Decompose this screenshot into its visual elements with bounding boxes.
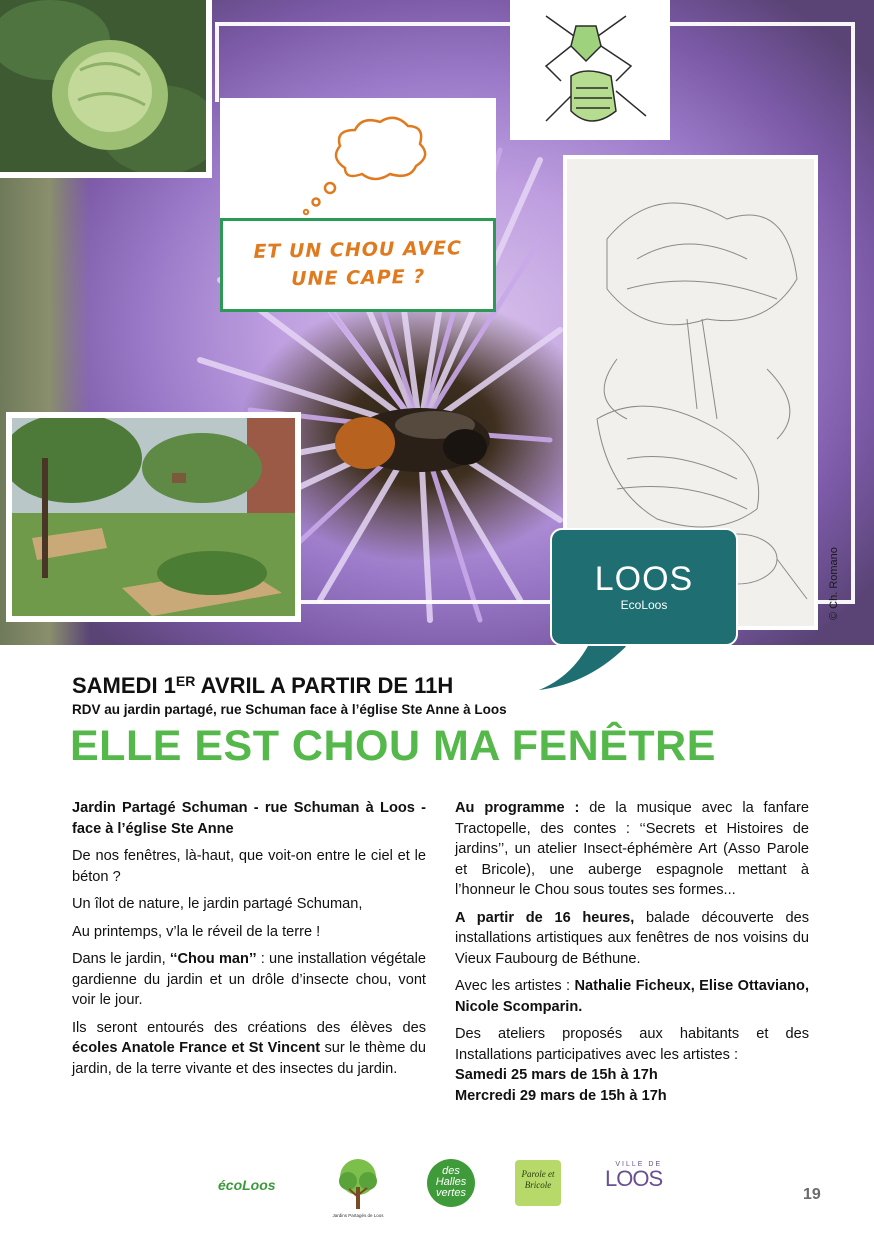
speech-bubble-tail — [530, 640, 640, 696]
loos-badge-subtitle: EcoLoos — [620, 598, 668, 612]
caption-box — [220, 218, 496, 312]
garden-address: Jardin Partagé Schuman - rue Schuman à Loos - face à l’église Ste Anne — [72, 800, 426, 837]
ville-de-loos-logo — [605, 1161, 662, 1190]
left-paragraph: De nos fenêtres, là-haut, que voit-on entre le ciel et le béton ? — [72, 848, 426, 885]
caption-text: ET UN CHOU AVEC UNE CAPE ? — [253, 237, 463, 291]
page-title: ELLE EST CHOU MA FENÊTRE — [70, 722, 716, 770]
left-paragraph: Au printemps, v’la le réveil de la terre ! — [72, 923, 321, 940]
right-paragraph — [455, 798, 809, 901]
artists-names: Nathalie Ficheux, Elise Ottaviano, Nicole Scomparin. — [455, 978, 809, 1015]
thought-cloud-box — [220, 98, 496, 220]
mantis-drawing — [510, 0, 670, 140]
partner-logos — [0, 1155, 874, 1225]
thought-cloud-icon — [220, 98, 496, 220]
text-span: balade découverte des installations artistiques aux fenêtres de nos voisins du Vieux Faubourg de Béthune. — [455, 909, 809, 967]
schools-name: écoles Anatole France et St Vincent — [72, 1040, 321, 1056]
event-location: RDV au jardin partagé, rue Schuman face à l’église Ste Anne à Loos — [72, 702, 507, 717]
tree-logo-icon — [335, 1157, 381, 1217]
tree-logo-caption: Jardins Partagés de Loos — [332, 1213, 384, 1218]
chou-man-name: ‘‘Chou man’’ — [169, 951, 257, 967]
left-column — [72, 798, 426, 1086]
cabbage-photo — [0, 0, 212, 178]
right-paragraph — [455, 976, 809, 1017]
right-paragraph — [455, 908, 809, 970]
time-label: A partir de 16 heures, — [455, 909, 635, 926]
text-span: : une installation végétale gardienne du jardin et un drôle d’insecte chou, vont voir le jour. — [72, 951, 426, 1008]
ville-logo-small: VILLE DE — [615, 1161, 663, 1168]
left-paragraph — [72, 798, 426, 839]
right-paragraph — [455, 1024, 809, 1106]
left-paragraph — [72, 1018, 426, 1080]
loos-badge — [550, 528, 738, 646]
garden-photo — [6, 412, 301, 622]
photo-credit: © Ch. Romano — [828, 547, 840, 620]
text-span: sur le thème du jardin, de la terre vivante et des insectes du jardin. — [72, 1040, 426, 1077]
event-date-day: SAMEDI 1 — [72, 673, 176, 698]
loos-badge-title: LOOS — [594, 560, 694, 598]
event-date-superscript: ER — [175, 673, 196, 689]
text-span: Des ateliers proposés aux habitants et des Installations participatives avec les artistes : — [455, 1026, 809, 1063]
hero-frame-line-left — [215, 22, 219, 102]
workshop-date-2: Mercredi 29 mars de 15h à 17h — [455, 1087, 667, 1104]
page-number: 19 — [803, 1186, 821, 1203]
halles-vertes-logo: des Halles vertes — [427, 1159, 475, 1207]
ville-logo-big: LOOS — [605, 1166, 663, 1191]
text-span: Avec les artistes : — [455, 978, 575, 994]
left-paragraph: Un îlot de nature, le jardin partagé Schuman, — [72, 896, 363, 912]
bumblebee-image — [325, 385, 495, 485]
workshop-date-1: Samedi 25 mars de 15h à 17h — [455, 1067, 658, 1083]
text-span: Ils seront entourés des créations des élèves des — [72, 1019, 426, 1036]
ecoloos-logo: écoLoos — [218, 1177, 276, 1193]
text-span: Dans le jardin, — [72, 951, 170, 967]
event-date — [72, 673, 453, 699]
left-paragraph — [72, 949, 426, 1011]
text-span: de la musique avec la fanfare Tractopelle, des contes : ‘‘Secrets et Histoires de jardins’’, un atelier Insect-éphémère Art (Asso Parole et Bricole), une auberge espagnole mettant à l’honneur le Chou sous toutes ses formes... — [455, 800, 809, 898]
programme-label: Au programme : — [455, 800, 580, 816]
event-date-rest: AVRIL A PARTIR DE 11H — [195, 673, 454, 698]
right-column — [455, 798, 809, 1113]
parole-bricole-logo: Parole et Bricole — [515, 1160, 561, 1206]
